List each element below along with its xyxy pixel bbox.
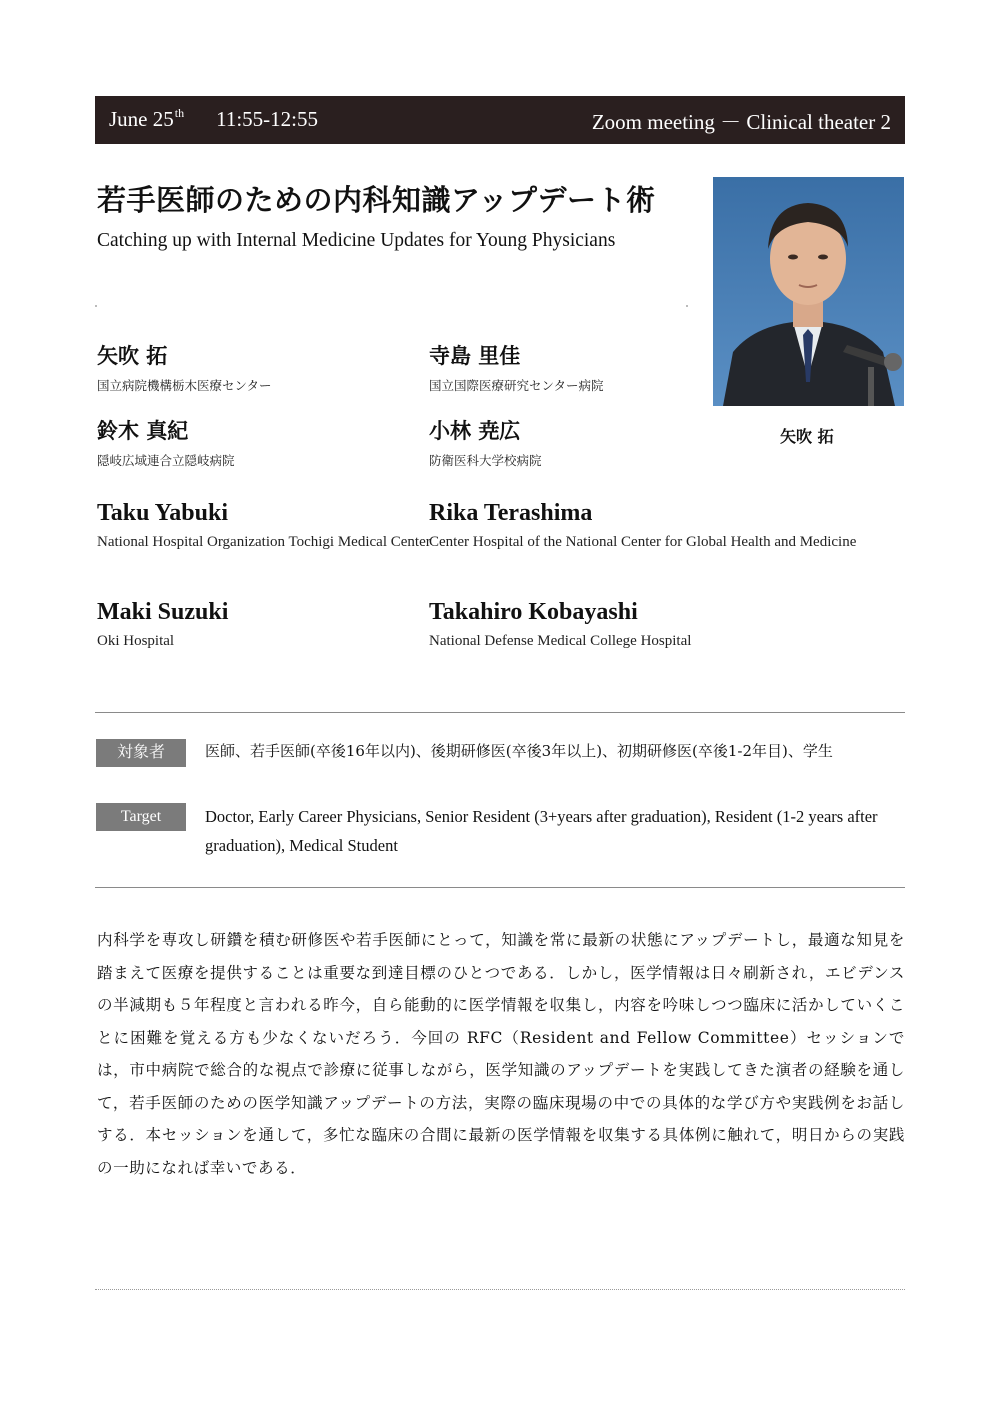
divider-dot-right [686,305,688,307]
speaker-name: 矢吹 拓 [97,343,168,368]
target-label-en: Target [96,803,186,831]
speaker-name: Maki Suzuki [97,599,229,625]
speaker-name: 鈴木 真紀 [97,418,189,443]
photo-caption: 矢吹 拓 [780,427,834,446]
target-text-en: Doctor, Early Career Physicians, Senior Resident (3+years after graduation), Resident (1-2 years after graduation), Medical Student [205,807,878,855]
speaker-name: 寺島 里佳 [429,343,521,368]
footer-dotted-divider [95,1289,905,1290]
speaker-affiliation: 防衛医科大学校病院 [429,453,542,468]
speaker-ja-suzuki [97,415,235,469]
section-divider-top [95,712,905,713]
section-divider-bottom [95,887,905,888]
speaker-affiliation: National Hospital Organization Tochigi Medical Center [97,534,431,550]
speaker-name: Rika Terashima [429,500,593,526]
session-venue: Zoom meeting － Clinical theater 2 [591,110,891,134]
speaker-photo [713,177,904,406]
speaker-en-kobayashi [429,599,749,653]
speaker-en-terashima [429,500,857,554]
session-abstract: 内科学を専攻し研鑽を積む研修医や若手医師にとって，知識を常に最新の状態にアップデートし，最適な知見を踏まえて医療を提供することは重要な到達目標のひとつである．しかし，医学情報は日々刷新され，エビデンスの半減期も５年程度と言われる昨今，自ら能動的に医学情報を収集し，内容を吟味しつつ臨床に活かしていくことに困難を覚える方も少なくないだろう．今回の RFC（Resident and Fellow Committee）セッションでは，市中病院で総合的な視点で診療に従事しながら，医学知識のアップデートを実践してきた演者の経験を通して，若手医師のための医学知識アップデートの方法，実際の臨床現場の中での具体的な学び方や実践例をお話しする．本セッションを通して，多忙な臨床の合間に最新の医学情報を収集する具体例に触れて，明日からの実践の一助になれば幸いである． [97,931,905,1177]
speaker-ja-terashima [429,340,604,394]
session-date: June 25 [109,107,174,131]
speaker-affiliation: National Defense Medical College Hospital [429,633,692,649]
speaker-en-yabuki [97,500,431,554]
session-time: 11:55-12:55 [216,107,318,131]
speaker-affiliation: Center Hospital of the National Center for Global Health and Medicine [429,534,857,550]
speaker-name: Takahiro Kobayashi [429,599,638,625]
target-label-ja: 対象者 [96,739,186,767]
speaker-en-suzuki [97,599,397,653]
session-header-bar [95,96,905,144]
session-title-en: Catching up with Internal Medicine Updates for Young Physicians [97,230,616,251]
session-datetime [109,106,318,132]
session-title-ja: 若手医師のための内科知識アップデート術 [97,183,656,217]
speaker-affiliation: 隠岐広域連合立隠岐病院 [97,453,235,468]
speaker-name: Taku Yabuki [97,500,228,526]
speaker-affiliation: 国立国際医療研究センター病院 [429,378,604,393]
speaker-portrait-illustration [713,177,904,406]
session-date-suffix: th [174,106,185,120]
speaker-ja-kobayashi [429,415,542,469]
divider-dot-left [95,305,97,307]
target-text-ja: 医師、若手医師(卒後16年以内)、後期研修医(卒後3年以上)、初期研修医(卒後1-2年目)、学生 [205,742,833,760]
speaker-affiliation: 国立病院機構栃木医療センター [97,378,272,393]
speaker-ja-yabuki [97,340,272,394]
speaker-name: 小林 尭広 [429,418,521,443]
speaker-affiliation: Oki Hospital [97,633,175,649]
